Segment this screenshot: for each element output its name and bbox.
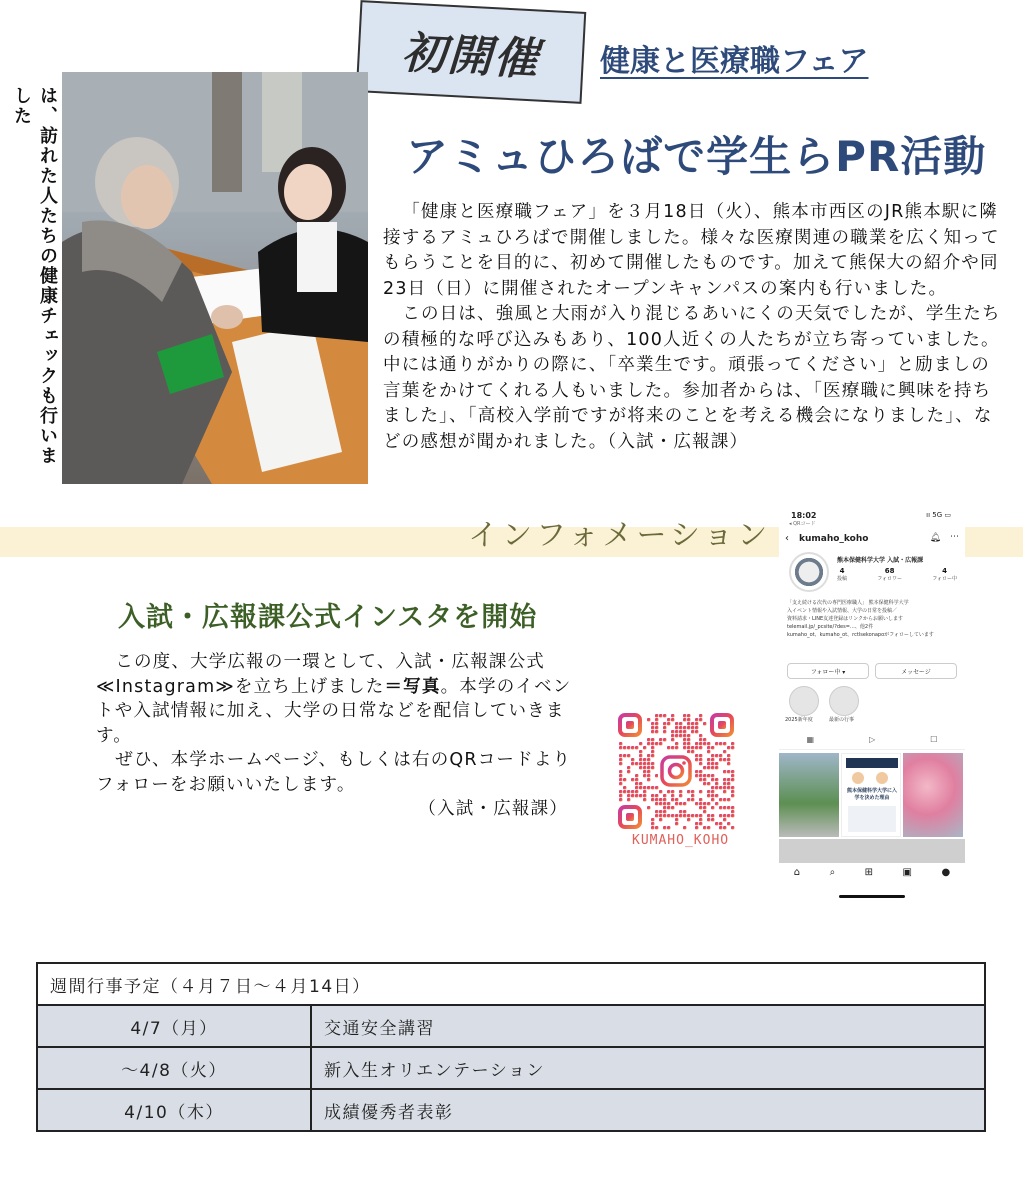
instagram-article-body xyxy=(96,650,580,822)
highlight-circle xyxy=(789,686,819,716)
stat-posts-label: 投稿 xyxy=(837,576,848,582)
bio-line: 資料請求・LINE友達登録はリンクからお願いします xyxy=(787,616,904,622)
instagram-profile-screenshot xyxy=(779,507,965,899)
article-body xyxy=(383,200,1003,455)
schedule-event: 成績優秀者表彰 xyxy=(311,1089,985,1131)
home-indicator xyxy=(839,895,905,898)
instagram-paragraph-1-rest: 。本学のイベントや入試情報に加え、大学の日常などを配信していきます。 xyxy=(96,676,572,746)
add-post-icon: ⊞ xyxy=(864,867,874,878)
article-paragraph-2: この日は、強風と大雨が入り混じるあいにくの天気でしたが、学生たちの積極的な呼び込みもあり、100人近くの人たちが立ち寄っていました。中には通りがかりの際に、「卒業生です。頑張ってください」と励ましの言葉をかけてくれる人もいました。参加者からは、「医療職に興味を持ちました」、「高校入学前ですが将来のことを考える機会になりました」、などの感想が聞かれました。（入試・広報課） xyxy=(383,304,1001,452)
more-options-icon: ⋯ xyxy=(950,532,959,542)
profile-stats xyxy=(837,567,957,582)
weekly-schedule-table xyxy=(36,962,986,1132)
schedule-date: 4/10（木） xyxy=(37,1089,311,1131)
highlight-label: 2025新年度 xyxy=(785,717,813,723)
schedule-date: ～4/8（火） xyxy=(37,1047,311,1089)
post-tile xyxy=(903,753,963,837)
schedule-event: 新入生オリエンテーション xyxy=(311,1047,985,1089)
table-row xyxy=(37,1089,985,1131)
post-tile xyxy=(779,753,839,837)
bio-link: telemail.jp/_pcsite/?des=…、他2件 xyxy=(787,624,874,630)
photo-caption: は、訪れた人たちの健康チェックも行いました xyxy=(11,86,58,466)
bio-followed-by: kumaho_ot、kumaho_ot、rctlsekonapoがフォローしています xyxy=(787,632,934,638)
phone-back-label: ◂ QRコード xyxy=(789,521,816,527)
home-icon: ⌂ xyxy=(793,867,801,878)
schedule-date: 4/7（月） xyxy=(37,1005,311,1047)
stat-following xyxy=(932,567,957,582)
phone-clock: 18:02 xyxy=(791,511,817,520)
stat-followers-value: 68 xyxy=(884,567,895,575)
post-tile-text: 熊本保健科学大学に入学を決めた理由 xyxy=(846,788,897,801)
stat-following-label: フォロー中 xyxy=(932,576,957,582)
stat-following-value: 4 xyxy=(942,567,948,575)
reels-nav-icon: ▣ xyxy=(902,867,912,878)
profile-handle: kumaho_koho xyxy=(799,534,869,544)
instagram-paragraph-2: ぜひ、本学ホームページ、もしくは右のQRコードよりフォローをお願いいたします。 xyxy=(96,750,572,795)
back-arrow-icon: ‹ xyxy=(785,533,789,544)
post-tile-row xyxy=(779,839,965,863)
instagram-qr-code xyxy=(617,712,735,830)
highlight-label: 最新の行事 xyxy=(829,717,855,723)
bio-line: 「支え続ける次代の専門医療職人」 熊本保健科学大学 xyxy=(787,600,909,606)
schedule-event: 交通安全講習 xyxy=(311,1005,985,1047)
phone-bottom-nav xyxy=(779,867,965,878)
profile-avatar xyxy=(789,552,829,592)
profile-bio xyxy=(787,599,957,639)
post-tile xyxy=(841,753,901,837)
instagram-article-title: 入試・広報課公式インスタを開始 xyxy=(118,602,538,633)
highlight-circle xyxy=(829,686,859,716)
follow-button: フォロー中 ▾ xyxy=(787,663,869,679)
information-heading: インフォメーション xyxy=(468,518,772,553)
stat-posts-value: 4 xyxy=(839,567,845,575)
tagged-icon: ☐ xyxy=(930,735,938,744)
bio-line: 入イベント情報や入試情報、大学の日常を投稿／ xyxy=(787,608,898,614)
grid-icon: ▦ xyxy=(806,735,815,744)
profile-icon: ● xyxy=(941,867,951,878)
instagram-credit: （入試・広報課） xyxy=(418,799,568,819)
message-button: メッセージ xyxy=(875,663,957,679)
first-event-badge xyxy=(356,0,587,104)
instagram-paragraph-1-text: この度、大学広報の一環として、入試・広報課公式≪Instagram≫を立ち上げました xyxy=(96,652,545,697)
photo-reference: ＝写真 xyxy=(384,676,441,697)
event-subtitle: 健康と医療職フェア xyxy=(600,44,869,79)
schedule-caption: 週間行事予定（４月７日～４月14日） xyxy=(37,963,985,1005)
qr-code-label: KUMAHO_KOHO xyxy=(632,833,730,848)
stat-posts xyxy=(837,567,847,582)
stat-followers-label: フォロワー xyxy=(877,576,902,582)
table-row xyxy=(37,1005,985,1047)
table-row xyxy=(37,1047,985,1089)
profile-tabs xyxy=(779,735,965,750)
article-paragraph-1: 「健康と医療職フェア」を３月18日（火）、熊本市西区のJR熊本駅に隣接するアミュひろばで開催しました。様々な医療関連の職業を広く知ってもらうことを目的に、初めて開催したものです。加えて熊保大の紹介や同23日（日）に開催されたオープンキャンパスの案内も行いました。 xyxy=(383,202,1000,299)
stat-followers xyxy=(877,567,902,582)
bell-icon: 🔔︎ xyxy=(929,533,941,543)
profile-name: 熊本保健科学大学 入試・広報課 xyxy=(837,557,924,564)
instagram-paragraph-1 xyxy=(96,650,580,748)
event-photo xyxy=(62,72,368,484)
article-title: アミュひろばで学生らPR活動 xyxy=(406,132,987,181)
reels-icon: ▷ xyxy=(869,735,876,744)
phone-status-bar: ıı 5G ▭ xyxy=(926,511,951,519)
badge-text: 初開催 xyxy=(400,27,542,86)
search-icon: ⌕ xyxy=(829,867,836,878)
